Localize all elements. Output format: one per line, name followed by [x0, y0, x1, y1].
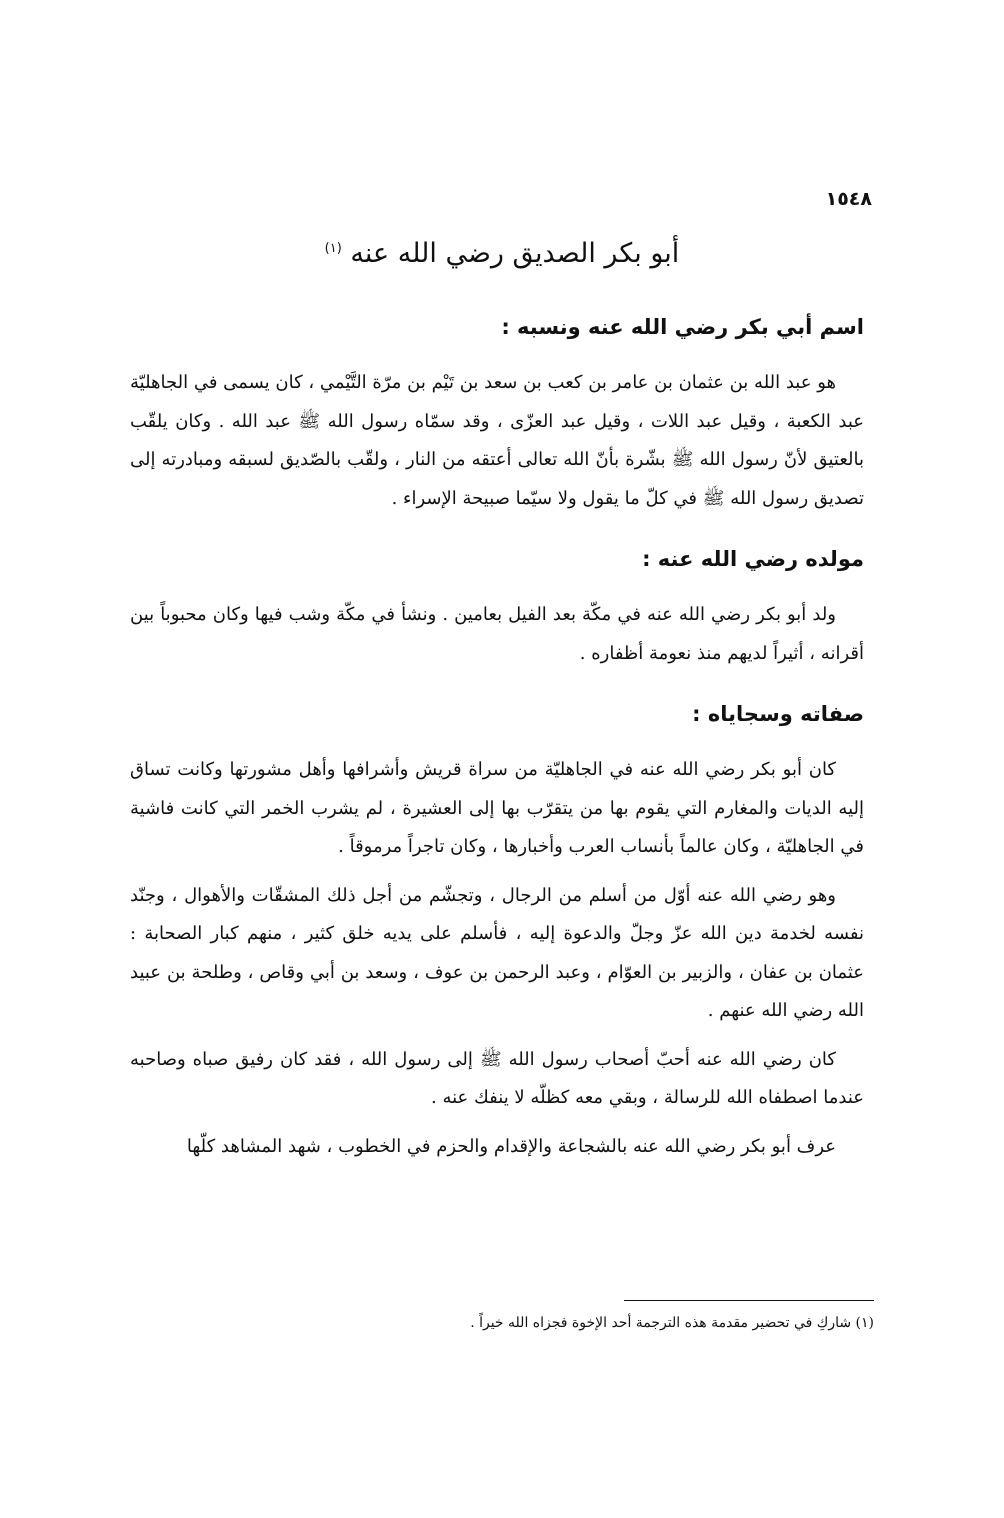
paragraph-traits-4: عرف أبو بكر رضي الله عنه بالشجاعة والإقدام والحزم في الخطوب ، شهد المشاهد كلّها — [186, 1135, 836, 1157]
footnote-divider — [624, 1300, 874, 1301]
footnote-marker: (١) — [324, 241, 342, 256]
page-number: ١٥٤٨ — [825, 188, 872, 210]
page-title — [130, 238, 874, 269]
section-heading-traits: صفاته وسجاياه : — [692, 702, 864, 726]
section-heading-birth: مولده رضي الله عنه : — [642, 547, 864, 571]
paragraph-name-lineage: هو عبد الله بن عثمان بن عامر بن كعب بن سعد بن تَيْم بن مرّة التَّيْمي ، كان يسمى في الجاهليّة عبد الكعبة ، وقيل عبد اللات ، وقيل عبد العزّى ، وقد سمّاه رسول الله ﷺ عبد الله . وكان يلقّب بالعتيق لأنّ رسول الله ﷺ بشّرة بأنّ الله تعالى أعتقه من النار ، ولقّب بالصّديق لسبقه ومبادرته إلى تصديق رسول الله ﷺ في كلّ ما يقول ولا سيّما صبيحة الإسراء . — [130, 372, 864, 509]
paragraph-traits-1: كان أبو بكر رضي الله عنه في الجاهليّة من سراة قريش وأشرافها وأهل مشورتها وكانت تساق إليه الديات والمغارم التي يقوم بها من يتقرّب بها إلى العشيرة ، لم يشرب الخمر التي كانت فاشية في الجاهليّة ، وكان عالماً بأنساب العرب وأخبارها ، وكان تاجراً مرموقاً . — [130, 759, 864, 857]
footnote: (١) شاركِ في تحضير مقدمة هذه الترجمة أحد الإخوة فجزاه الله خيراً . — [470, 1315, 874, 1331]
paragraph-birth: ولد أبو بكر رضي الله عنه في مكّة بعد الفيل بعامين . ونشأ في مكّة وشب فيها وكان محبوباً بين أقرانه ، أثيراً لديهم منذ نعومة أظفاره . — [130, 604, 864, 664]
page-title-text: أبو بكر الصديق رضي الله عنه — [350, 238, 680, 269]
section-heading-name-lineage: اسم أبي بكر رضي الله عنه ونسبه : — [501, 315, 864, 339]
paragraph-traits-2: وهو رضي الله عنه أوّل من أسلم من الرجال ، وتجشّم من أجل ذلك المشقّات والأهوال ، وجنّد نفسه لخدمة دين الله عزّ وجلّ والدعوة إليه ، فأسلم على يديه خلق كثير ، منهم كبار الصحابة : عثمان بن عفان ، والزبير بن العوّام ، وعبد الرحمن بن عوف ، وسعد بن أبي وقاص ، وطلحة بن عبيد الله رضي الله عنهم . — [130, 884, 864, 1021]
main-content — [130, 310, 864, 1176]
paragraph-traits-3: كان رضي الله عنه أحبّ أصحاب رسول الله ﷺ إلى رسول الله ، فقد كان رفيق صباه وصاحبه عندما اصطفاه الله للرسالة ، وبقي معه كظلّه لا ينفك عنه . — [130, 1048, 864, 1108]
